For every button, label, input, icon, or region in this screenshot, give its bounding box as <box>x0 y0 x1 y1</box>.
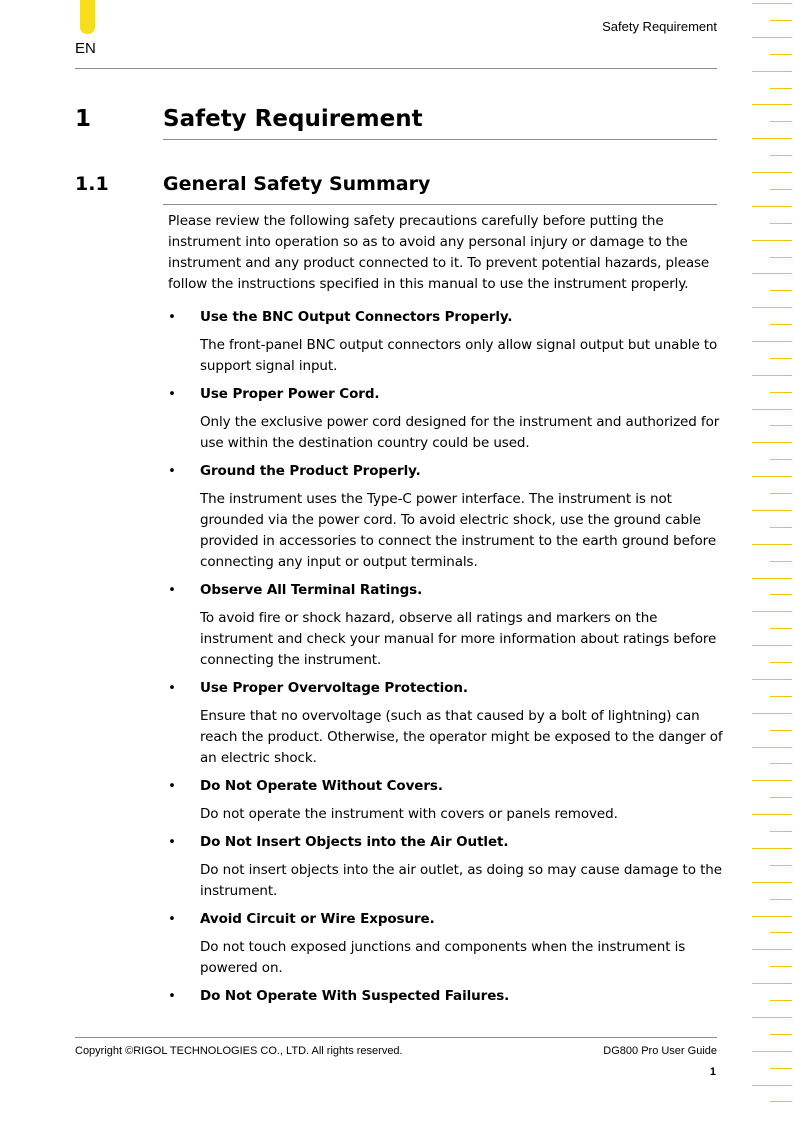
edge-mark <box>752 949 792 950</box>
item-title <box>168 678 728 699</box>
edge-mark <box>770 865 792 866</box>
bullet-icon: • <box>168 582 176 598</box>
item-title <box>168 986 728 1007</box>
section-title: General Safety Summary <box>163 173 431 195</box>
edge-mark <box>752 307 792 308</box>
item-title-text: Do Not Operate Without Covers. <box>200 778 443 794</box>
item-description: The instrument uses the Type-C power interface. The instrument is not grounded via the power cord. To avoid electric shock, use the ground cable provided in accessories to connect the instrument to the earth ground before connecting any input or output terminals. <box>200 491 717 570</box>
edge-mark <box>770 662 792 663</box>
running-header-title: Safety Requirement <box>602 19 717 34</box>
chapter-title: Safety Requirement <box>163 106 423 132</box>
edge-mark <box>752 273 792 274</box>
item-title-text: Do Not Insert Objects into the Air Outlet. <box>200 834 509 850</box>
item-title-text: Do Not Operate With Suspected Failures. <box>200 988 510 1004</box>
edge-mark <box>770 628 792 629</box>
edge-mark <box>752 37 792 38</box>
item-title-text: Observe All Terminal Ratings. <box>200 582 423 598</box>
edge-mark <box>770 257 792 258</box>
item-title <box>168 307 728 328</box>
list-item <box>168 307 728 377</box>
language-tab <box>80 0 95 34</box>
edge-mark <box>752 3 792 4</box>
item-title-text: Use Proper Power Cord. <box>200 386 380 402</box>
edge-mark <box>770 54 792 55</box>
edge-mark <box>770 594 792 595</box>
list-item <box>168 678 728 769</box>
edge-mark <box>770 223 792 224</box>
language-label: EN <box>75 40 96 57</box>
bullet-icon: • <box>168 680 176 696</box>
item-title-text: Ground the Product Properly. <box>200 463 421 479</box>
edge-mark <box>752 544 792 545</box>
list-item <box>168 832 728 902</box>
edge-mark <box>752 1051 792 1052</box>
bullet-icon: • <box>168 911 176 927</box>
item-title-text: Use the BNC Output Connectors Properly. <box>200 309 513 325</box>
edge-mark <box>770 561 792 562</box>
section-number: 1.1 <box>75 173 109 195</box>
edge-mark <box>752 206 792 207</box>
edge-mark <box>752 814 792 815</box>
item-description: Do not insert objects into the air outlet, as doing so may cause damage to the instrument. <box>200 862 722 899</box>
item-description: Do not operate the instrument with covers or panels removed. <box>200 806 618 822</box>
edge-mark <box>752 1085 792 1086</box>
edge-mark <box>770 932 792 933</box>
item-title <box>168 776 728 797</box>
chapter-divider <box>163 139 717 140</box>
item-description: The front-panel BNC output connectors only allow signal output but unable to support signal input. <box>200 337 718 374</box>
edge-mark <box>752 645 792 646</box>
edge-mark <box>770 730 792 731</box>
edge-mark <box>752 611 792 612</box>
edge-mark <box>770 155 792 156</box>
list-item <box>168 909 728 979</box>
item-title-text: Use Proper Overvoltage Protection. <box>200 680 468 696</box>
edge-thumb-marks <box>752 0 792 1122</box>
footer-copyright: Copyright ©RIGOL TECHNOLOGIES CO., LTD. All rights reserved. <box>75 1045 403 1057</box>
edge-mark <box>770 696 792 697</box>
edge-mark <box>770 88 792 89</box>
edge-mark <box>770 425 792 426</box>
edge-mark <box>770 20 792 21</box>
item-description: Do not touch exposed junctions and components when the instrument is powered on. <box>200 939 686 976</box>
edge-mark <box>770 189 792 190</box>
edge-mark <box>770 459 792 460</box>
footer-divider <box>75 1037 717 1038</box>
chapter-number: 1 <box>75 106 92 132</box>
edge-mark <box>770 493 792 494</box>
edge-mark <box>752 848 792 849</box>
item-title <box>168 384 728 405</box>
edge-mark <box>752 578 792 579</box>
edge-mark <box>752 916 792 917</box>
edge-mark <box>770 392 792 393</box>
edge-mark <box>752 510 792 511</box>
edge-mark <box>770 966 792 967</box>
edge-mark <box>752 747 792 748</box>
edge-mark <box>752 780 792 781</box>
list-item <box>168 986 728 1007</box>
bullet-icon: • <box>168 463 176 479</box>
edge-mark <box>752 679 792 680</box>
item-title <box>168 580 728 601</box>
edge-mark <box>752 71 792 72</box>
footer-guide-title: DG800 Pro User Guide <box>603 1045 717 1057</box>
bullet-icon: • <box>168 988 176 1004</box>
edge-mark <box>770 1068 792 1069</box>
edge-mark <box>752 240 792 241</box>
item-title <box>168 909 728 930</box>
item-title <box>168 461 728 482</box>
edge-mark <box>752 375 792 376</box>
edge-mark <box>770 831 792 832</box>
edge-mark <box>770 527 792 528</box>
edge-mark <box>752 409 792 410</box>
item-title <box>168 832 728 853</box>
item-description: Only the exclusive power cord designed for the instrument and authorized for use within the destination country could be used. <box>200 414 720 451</box>
edge-mark <box>752 341 792 342</box>
edge-mark <box>770 899 792 900</box>
list-item <box>168 776 728 825</box>
edge-mark <box>752 713 792 714</box>
edge-mark <box>770 290 792 291</box>
edge-mark <box>752 138 792 139</box>
edge-mark <box>770 324 792 325</box>
list-item <box>168 580 728 671</box>
bullet-icon: • <box>168 309 176 325</box>
edge-mark <box>752 104 792 105</box>
edge-mark <box>770 1101 792 1102</box>
edge-mark <box>770 1034 792 1035</box>
list-item <box>168 461 728 573</box>
header-divider <box>75 68 717 69</box>
edge-mark <box>770 763 792 764</box>
edge-mark <box>752 172 792 173</box>
edge-mark <box>752 882 792 883</box>
list-item <box>168 384 728 454</box>
edge-mark <box>770 121 792 122</box>
intro-paragraph: Please review the following safety precautions carefully before putting the instrument into operation so as to avoid any personal injury or damage to the instrument and any product connected to it. To prevent potential hazards, please follow the instructions specified in this manual to use the instrument properly. <box>168 213 710 292</box>
edge-mark <box>770 797 792 798</box>
item-description: To avoid fire or shock hazard, observe all ratings and markers on the instrument and check your manual for more information about ratings before connecting the instrument. <box>200 610 717 668</box>
edge-mark <box>752 476 792 477</box>
edge-mark <box>752 1017 792 1018</box>
edge-mark <box>752 983 792 984</box>
bullet-icon: • <box>168 778 176 794</box>
item-description: Ensure that no overvoltage (such as that caused by a bolt of lightning) can reach the product. Otherwise, the operator might be exposed to the danger of an electric shock. <box>200 708 723 766</box>
safety-list <box>168 307 728 1007</box>
section-divider <box>163 204 717 205</box>
bullet-icon: • <box>168 834 176 850</box>
item-title-text: Avoid Circuit or Wire Exposure. <box>200 911 435 927</box>
bullet-icon: • <box>168 386 176 402</box>
edge-mark <box>770 1000 792 1001</box>
edge-mark <box>752 442 792 443</box>
page-number: 1 <box>709 1066 716 1078</box>
edge-mark <box>770 358 792 359</box>
